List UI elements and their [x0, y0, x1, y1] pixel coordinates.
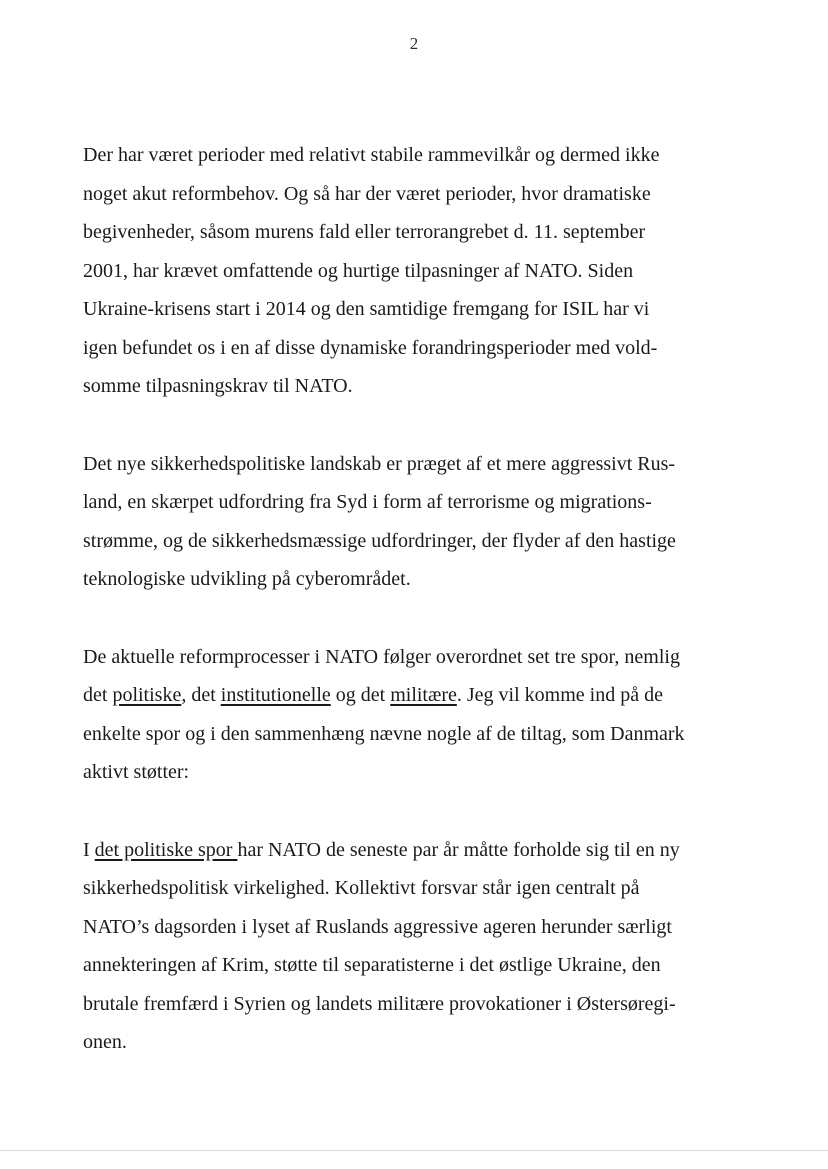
text-run: I: [83, 838, 95, 861]
text-line: Det nye sikkerhedspolitiske landskab er præget af et mere aggressivt Rus-: [83, 452, 676, 475]
underlined-term-institutional: institutionelle: [220, 684, 331, 706]
paragraph-reform-tracks: [83, 638, 755, 792]
text-line: [83, 831, 755, 870]
text-line: aktivt støtter:: [83, 761, 190, 783]
text-line: 2001, har krævet omfattende og hurtige tilpasninger af NATO. Siden: [83, 259, 634, 282]
text-run: har NATO de seneste par år måtte forholde sig til en ny: [237, 838, 680, 861]
text-run: . Jeg vil komme ind på de: [456, 684, 663, 706]
underlined-term-military: militære: [390, 684, 457, 706]
text-line: igen befundet os i en af disse dynamiske forandringsperioder med vold-: [83, 336, 658, 359]
scan-edge-line: [0, 1150, 828, 1151]
text-run: og det: [330, 684, 391, 706]
text-line: Der har været perioder med relativt stabile rammevilkår og dermed ikke: [83, 144, 660, 166]
text-line: onen.: [83, 1031, 127, 1053]
text-line: sikkerhedspolitisk virkelighed. Kollektivt forsvar står igen centralt på: [83, 877, 640, 899]
paragraph-reform-periods: [83, 136, 755, 406]
text-line: strømme, og de sikkerhedsmæssige udfordringer, der flyder af den hastige: [83, 529, 676, 552]
text-line: annekteringen af Krim, støtte til separatisterne i det østlige Ukraine, den: [83, 954, 661, 976]
paragraph-political-track: [83, 831, 755, 1062]
document-body: [83, 136, 755, 1101]
text-run: , det: [181, 684, 221, 706]
text-line: enkelte spor og i den sammenhæng nævne nogle af de tiltag, som Danmark: [83, 722, 685, 745]
underlined-term-political-track: det politiske spor: [94, 838, 238, 861]
text-line: De aktuelle reformprocesser i NATO følger overordnet set tre spor, nemlig: [83, 645, 680, 668]
text-line: begivenheder, såsom murens fald eller terrorangrebet d. 11. september: [83, 221, 646, 243]
paragraph-security-landscape: [83, 445, 755, 599]
text-line: brutale fremfærd i Syrien og landets militære provokationer i Østersøregi-: [83, 992, 676, 1015]
text-line: noget akut reformbehov. Og så har der været perioder, hvor dramatiske: [83, 182, 651, 205]
text-line: teknologiske udvikling på cyberområdet.: [83, 568, 411, 590]
page-number: 2: [409, 34, 419, 53]
underlined-term-political: politiske: [112, 684, 182, 706]
text-line: land, en skærpet udfordring fra Syd i form af terrorisme og migrations-: [83, 491, 652, 513]
text-line: NATO’s dagsorden i lyset af Ruslands aggressive ageren herunder særligt: [83, 915, 672, 938]
text-line: somme tilpasningskrav til NATO.: [83, 375, 353, 397]
text-line: [83, 676, 755, 715]
text-run: det: [83, 684, 113, 706]
text-line: Ukraine-krisens start i 2014 og den samtidige fremgang for ISIL har vi: [83, 298, 650, 320]
